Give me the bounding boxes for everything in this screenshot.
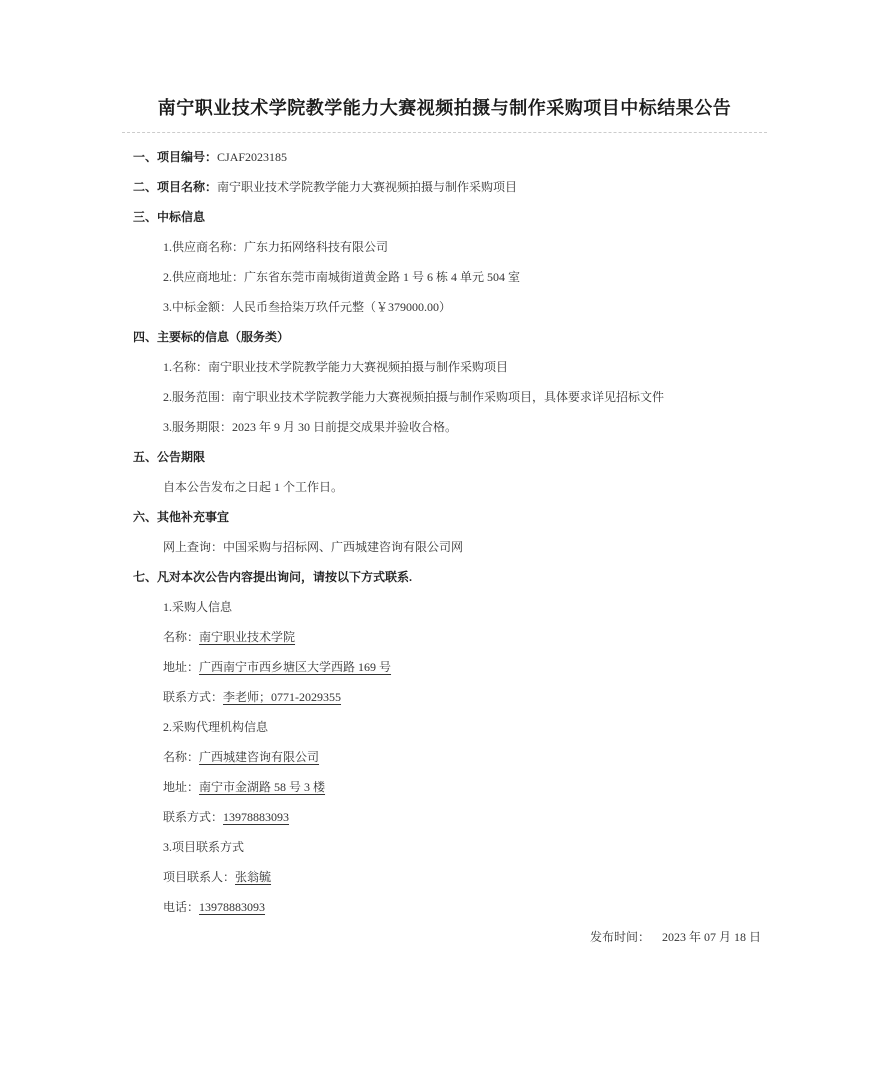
project-contact-person-row [163, 870, 767, 884]
project-contact-person-label: 项目联系人： [163, 870, 236, 884]
agency-contact-label: 联系方式： [163, 810, 224, 824]
award-amount: 3.中标金额：人民币叁拾柒万玖仟元整（￥379000.00） [163, 300, 452, 314]
subject-info-heading: 四、主要标的信息（服务类） [133, 330, 290, 344]
award-info-heading: 三、中标信息 [133, 210, 206, 224]
buyer-contact-label: 联系方式： [163, 690, 224, 704]
agency-name-value: 广西城建咨询有限公司 [199, 750, 320, 764]
notice-period-text: 自本公告发布之日起 1 个工作日。 [163, 480, 344, 494]
agency-address-row [163, 780, 767, 794]
project-number-row [133, 150, 767, 164]
agency-name-label: 名称： [163, 750, 200, 764]
subject-name: 1.名称：南宁职业技术学院教学能力大赛视频拍摄与制作采购项目 [163, 360, 509, 374]
buyer-contact-row [163, 690, 767, 704]
title-divider [122, 132, 767, 133]
project-contact-phone-row [163, 900, 767, 914]
project-name-label: 二、项目名称： [133, 180, 218, 194]
project-contact-phone-value: 13978883093 [199, 900, 266, 914]
supplementary-heading: 六、其他补充事宜 [133, 510, 230, 524]
contact-section-heading: 七、凡对本次公告内容提出询问，请按以下方式联系. [133, 570, 413, 584]
project-contact-phone-label: 电话： [163, 900, 200, 914]
agency-name-row [163, 750, 767, 764]
buyer-info-subheading: 1.采购人信息 [163, 600, 233, 614]
agency-contact-row [163, 810, 767, 824]
project-name-row [133, 180, 767, 194]
buyer-name-label: 名称： [163, 630, 200, 644]
agency-address-value: 南宁市金湖路 58 号 3 楼 [199, 780, 326, 794]
publish-date-label: 发布时间： [589, 930, 650, 944]
service-scope: 2.服务范围：南宁职业技术学院教学能力大赛视频拍摄与制作采购项目，具体要求详见招标文件 [163, 390, 665, 404]
buyer-contact-value: 李老师；0771-2029355 [223, 690, 342, 704]
agency-address-label: 地址： [163, 780, 200, 794]
buyer-name-value: 南宁职业技术学院 [199, 630, 296, 644]
agency-contact-value: 13978883093 [223, 810, 290, 824]
agency-info-subheading: 2.采购代理机构信息 [163, 720, 269, 734]
supplier-address: 2.供应商地址：广东省东莞市南城街道黄金路 1 号 6 栋 4 单元 504 室 [163, 270, 521, 284]
buyer-name-row [163, 630, 767, 644]
buyer-address-row [163, 660, 767, 674]
project-name-value: 南宁职业技术学院教学能力大赛视频拍摄与制作采购项目 [217, 180, 518, 194]
supplier-name: 1.供应商名称：广东力拓网络科技有限公司 [163, 240, 389, 254]
online-query-text: 网上查询：中国采购与招标网、广西城建咨询有限公司网 [163, 540, 464, 554]
project-contact-subheading: 3.项目联系方式 [163, 840, 245, 854]
page-title: 南宁职业技术学院教学能力大赛视频拍摄与制作采购项目中标结果公告 [157, 98, 732, 118]
publish-date-row [122, 930, 761, 944]
notice-period-heading: 五、公告期限 [133, 450, 206, 464]
project-number-value: CJAF2023185 [217, 150, 288, 164]
publish-date-value: 2023 年 07 月 18 日 [661, 930, 761, 944]
buyer-address-value: 广西南宁市西乡塘区大学西路 169 号 [199, 660, 392, 674]
project-contact-person-value: 张翁毓 [235, 870, 272, 884]
buyer-address-label: 地址： [163, 660, 200, 674]
service-period: 3.服务期限：2023 年 9 月 30 日前提交成果并验收合格。 [163, 420, 458, 434]
project-number-label: 一、项目编号： [133, 150, 218, 164]
